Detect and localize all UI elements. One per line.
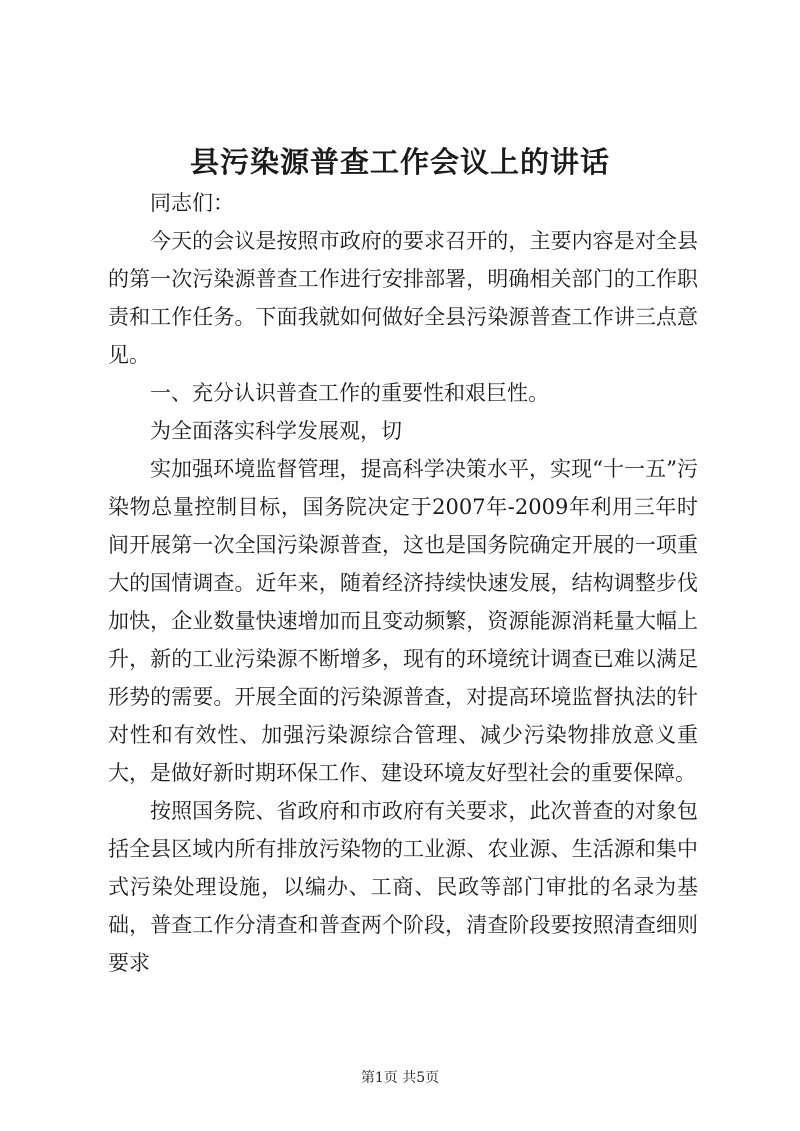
paragraph-scope: 按照国务院、省政府和市政府有关要求，此次普查的对象包括全县区域内所有排放污染物的工业源、农业源、生活源和集中式污染处理设施，以编办、工商、民政等部门审批的名录为基础，普查工作分清查和普查两个阶段，清查阶段要按照清查细则要求 xyxy=(108,799,698,975)
document-body xyxy=(108,184,698,982)
paragraph-intro: 今天的会议是按照市政府的要求召开的，主要内容是对全县的第一次污染源普查工作进行安排部署，明确相关部门的工作职责和工作任务。下面我就如何做好全县污染源普查工作讲三点意见。 xyxy=(108,229,698,367)
paragraph-background: 实加强环境监督管理，提高科学决策水平，实现“十一五”污染物总量控制目标，国务院决定于2007年-2009年利用三年时间开展第一次全国污染源普查，这也是国务院确定开展的一项重大的国情调查。近年来，随着经济持续快速发展，结构调整步伐加快，企业数量快速增加而且变动频繁，资源能源消耗量大幅上升，新的工业污染源不断增多，现有的环境统计调查已难以满足形势的需要。开展全面的污染源普查，对提高环境监督执法的针对性和有效性、加强污染源综合管理、减少污染物排放意义重大，是做好新时期环保工作、建设环境友好型社会的重要保障。 xyxy=(108,457,698,785)
paragraph-section-heading: 一、充分认识普查工作的重要性和艰巨性。 xyxy=(150,381,549,405)
paragraph-fragment: 为全面落实科学发展观，切 xyxy=(150,419,402,443)
paragraph-salutation: 同志们： xyxy=(150,191,234,215)
page-number: 第1页 共5页 xyxy=(360,1070,440,1086)
page-title: 县污染源普查工作会议上的讲话 xyxy=(189,145,610,179)
page-footer xyxy=(0,1068,800,1088)
